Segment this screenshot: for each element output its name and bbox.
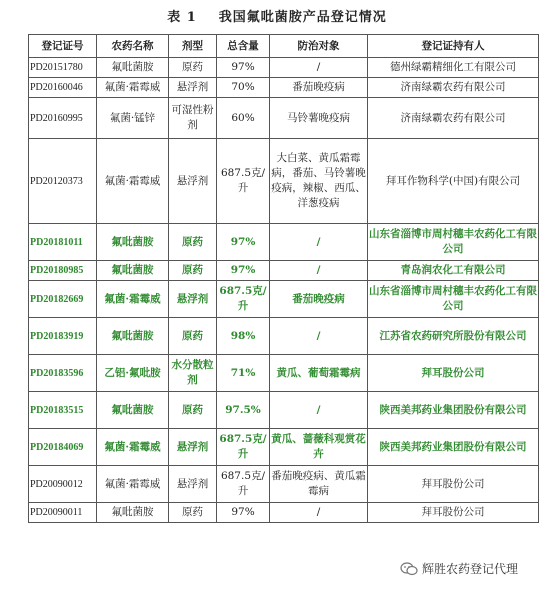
cell-content: 687.5克/升 [217,429,270,466]
cell-target: 马铃薯晚疫病 [270,98,368,139]
cell-content: 687.5克/升 [217,139,270,224]
cell-holder: 拜耳股份公司 [368,466,539,503]
cell-name: 氟菌·霜霉威 [97,466,169,503]
table-row [29,98,539,139]
cell-code: PD20180985 [29,261,97,281]
cell-form: 悬浮剂 [169,281,217,318]
cell-target: 黄瓜、葡萄霜霉病 [270,355,368,392]
cell-content: 687.5克/升 [217,281,270,318]
cell-content: 687.5克/升 [217,466,270,503]
cell-holder: 山东省淄博市周村穗丰农药化工有限公司 [368,224,539,261]
cell-name: 氟菌·霜霉威 [97,139,169,224]
cell-form: 原药 [169,392,217,429]
cell-content: 97% [217,224,270,261]
cell-target: 番茄晚疫病 [270,281,368,318]
cell-holder: 陕西美邦药业集团股份有限公司 [368,392,539,429]
cell-name: 氟菌·锰锌 [97,98,169,139]
col-header-holder: 登记证持有人 [368,35,539,58]
cell-form: 原药 [169,318,217,355]
table-row [29,281,539,318]
cell-target: / [270,318,368,355]
cell-form: 原药 [169,261,217,281]
cell-code: PD20183515 [29,392,97,429]
table-row [29,392,539,429]
cell-name: 氟吡菌胺 [97,261,169,281]
cell-code: PD20090011 [29,503,97,523]
table-caption: 我国氟吡菌胺产品登记情况 [218,10,387,25]
table-row [29,503,539,523]
cell-form: 原药 [169,58,217,78]
cell-holder: 拜耳作物科学(中国)有限公司 [368,139,539,224]
table-row [29,355,539,392]
cell-target: / [270,224,368,261]
cell-holder: 济南绿霸农药有限公司 [368,98,539,139]
cell-code: PD20182669 [29,281,97,318]
cell-form: 原药 [169,503,217,523]
cell-target: 黄瓜、蔷薇科观赏花卉 [270,429,368,466]
cell-code: PD20183596 [29,355,97,392]
col-header-code: 登记证号 [29,35,97,58]
cell-target: 番茄晚疫病、黄瓜霜霉病 [270,466,368,503]
col-header-content: 总含量 [217,35,270,58]
cell-form: 水分散粒剂 [169,355,217,392]
table-row [29,224,539,261]
cell-form: 悬浮剂 [169,466,217,503]
cell-content: 98% [217,318,270,355]
table-row [29,429,539,466]
cell-target: 大白菜、黄瓜霜霉病，番茄、马铃薯晚疫病，辣椒、西瓜、洋葱疫病 [270,139,368,224]
cell-name: 乙铝·氟吡胺 [97,355,169,392]
watermark [400,560,518,577]
cell-content: 97% [217,261,270,281]
table-row [29,261,539,281]
cell-name: 氟菌·霜霉威 [97,281,169,318]
cell-holder: 济南绿霸农药有限公司 [368,78,539,98]
cell-name: 氟吡菌胺 [97,392,169,429]
cell-code: PD20181011 [29,224,97,261]
table-row [29,78,539,98]
col-header-form: 剂型 [169,35,217,58]
cell-holder: 山东省淄博市周村穗丰农药化工有限公司 [368,281,539,318]
cell-name: 氟吡菌胺 [97,318,169,355]
cell-content: 97% [217,503,270,523]
table-row [29,139,539,224]
cell-content: 71% [217,355,270,392]
cell-code: PD20160046 [29,78,97,98]
cell-target: 番茄晚疫病 [270,78,368,98]
table-row [29,58,539,78]
cell-code: PD20184069 [29,429,97,466]
cell-content: 97.5% [217,392,270,429]
cell-target: / [270,58,368,78]
cell-holder: 江苏省农药研究所股份有限公司 [368,318,539,355]
cell-target: / [270,392,368,429]
cell-target: / [270,503,368,523]
cell-holder: 青岛润农化工有限公司 [368,261,539,281]
cell-name: 氟吡菌胺 [97,58,169,78]
table-row [29,318,539,355]
cell-code: PD20090012 [29,466,97,503]
header-row [29,35,539,58]
cell-holder: 拜耳股份公司 [368,503,539,523]
cell-holder: 陕西美邦药业集团股份有限公司 [368,429,539,466]
table-row [29,466,539,503]
cell-form: 原药 [169,224,217,261]
cell-name: 氟菌·霜霉威 [97,78,169,98]
cell-form: 悬浮剂 [169,139,217,224]
registration-table [28,34,539,523]
cell-holder: 拜耳股份公司 [368,355,539,392]
watermark-text: 辉胜农药登记代理 [422,562,519,576]
cell-name: 氟吡菌胺 [97,503,169,523]
col-header-name: 农药名称 [97,35,169,58]
cell-holder: 德州绿霸精细化工有限公司 [368,58,539,78]
cell-form: 可湿性粉剂 [169,98,217,139]
table-title [0,6,554,25]
cell-content: 60% [217,98,270,139]
cell-content: 97% [217,58,270,78]
cell-content: 70% [217,78,270,98]
cell-form: 悬浮剂 [169,429,217,466]
cell-name: 氟菌·霜霉威 [97,429,169,466]
cell-code: PD20160995 [29,98,97,139]
cell-target: / [270,261,368,281]
table-number: 表 1 [167,10,197,25]
cell-form: 悬浮剂 [169,78,217,98]
cell-code: PD20151780 [29,58,97,78]
cell-name: 氟吡菌胺 [97,224,169,261]
cell-code: PD20120373 [29,139,97,224]
cell-code: PD20183919 [29,318,97,355]
col-header-target: 防治对象 [270,35,368,58]
wechat-icon [400,562,418,576]
